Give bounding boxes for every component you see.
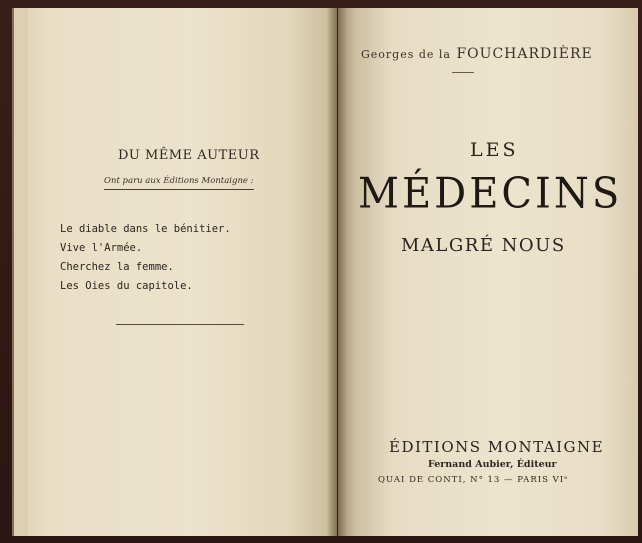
also-by-author-subheading: Ont paru aux Éditions Montaigne :	[104, 176, 254, 186]
author-prefix: Georges de la	[361, 48, 451, 61]
also-by-author-heading: DU MÊME AUTEUR	[118, 148, 260, 163]
publisher-name: Fernand Aubier, Éditeur	[428, 459, 557, 470]
list-item: Les Oies du capitole.	[60, 280, 193, 292]
list-item: Le diable dans le bénitier.	[60, 223, 231, 235]
title-les: LES	[470, 139, 519, 161]
publisher-address: QUAI DE CONTI, N° 13 — PARIS VIᵉ	[378, 475, 569, 485]
title-subline: MALGRÉ NOUS	[401, 235, 566, 256]
divider-rule	[116, 324, 244, 325]
author-name	[361, 46, 593, 62]
book-gutter	[326, 8, 346, 536]
right-page	[338, 8, 638, 536]
page-edges	[14, 8, 28, 536]
author-rule	[452, 72, 474, 73]
publisher-imprint: ÉDITIONS MONTAIGNE	[389, 438, 605, 456]
author-surname: FOUCHARDIÈRE	[456, 46, 593, 62]
subheading-underline	[104, 189, 254, 190]
book-title: MÉDECINS	[358, 169, 623, 219]
open-book	[8, 8, 640, 538]
list-item: Vive l'Armée.	[60, 242, 143, 254]
other-titles-list	[60, 220, 231, 296]
list-item: Cherchez la femme.	[60, 261, 174, 273]
